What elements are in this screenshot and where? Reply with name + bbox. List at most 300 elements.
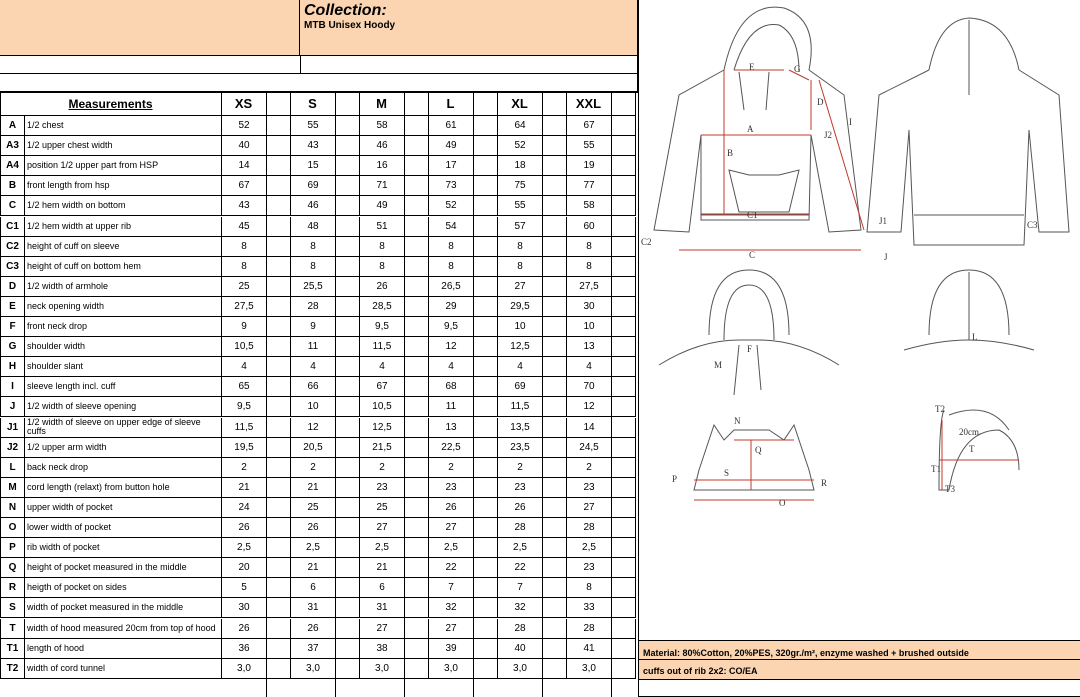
blank-cell: [611, 337, 636, 357]
row-label: height of cuff on sleeve: [25, 237, 222, 257]
blank-cell: [473, 578, 498, 598]
blank-cell: [542, 518, 567, 538]
cell-value: 2,5: [291, 538, 335, 558]
blank-cell: [266, 136, 291, 156]
blank-cell: [542, 619, 567, 639]
cell-value: 77: [567, 176, 611, 196]
row-label: width of hood measured 20cm from top of hood: [25, 619, 222, 639]
blank-row-2: [0, 74, 638, 92]
row-code: A: [0, 116, 25, 136]
cell-value: 21,5: [360, 438, 404, 458]
row-label: 1/2 width of sleeve on upper edge of sleeve cuffs: [25, 418, 222, 438]
size-header-s: S: [291, 92, 360, 116]
cuffs-text: cuffs out of rib 2x2: CO/EA: [643, 666, 758, 676]
blank-cell: [542, 257, 567, 277]
cell-value: 22: [429, 558, 473, 578]
blank-cell: [473, 176, 498, 196]
cell-value: 8: [567, 578, 611, 598]
blank-cell: [404, 176, 429, 196]
cell-value: 61: [429, 116, 473, 136]
blank-cell: [542, 217, 567, 237]
cell-value: 70: [567, 377, 611, 397]
diag-label-T1: T1: [931, 464, 941, 474]
cell-value: 21: [222, 478, 266, 498]
blank-cell: [404, 478, 429, 498]
cell-value: 2,5: [360, 538, 404, 558]
cell-value: 32: [429, 598, 473, 618]
blank-cell: [266, 598, 291, 618]
blank-cell: [335, 639, 360, 659]
cell-value: 40: [498, 639, 542, 659]
cell-value: 25: [291, 498, 335, 518]
blank-cell: [335, 237, 360, 257]
row-code: N: [0, 498, 25, 518]
cell-value: 28: [498, 518, 542, 538]
cell-value: 26: [291, 619, 335, 639]
blank-cell: [473, 237, 498, 257]
blank-cell: [542, 237, 567, 257]
cell-value: 27: [429, 518, 473, 538]
cell-value: 28,5: [360, 297, 404, 317]
cell-value: 2,5: [567, 538, 611, 558]
row-label: cord length (relaxt) from button hole: [25, 478, 222, 498]
diag-label-T3: T3: [945, 484, 955, 494]
cell-value: 28: [567, 619, 611, 639]
blank-cell: [404, 377, 429, 397]
cell-value: 58: [567, 196, 611, 216]
blank-cell: [404, 518, 429, 538]
blank-cell: [542, 639, 567, 659]
diag-label-J2: J2: [824, 130, 833, 140]
cell-value: 46: [291, 196, 335, 216]
diag-label-J: J: [884, 252, 888, 262]
blank-cell: [266, 196, 291, 216]
blank-cell: [404, 458, 429, 478]
blank-cell: [266, 217, 291, 237]
blank-cell: [473, 257, 498, 277]
blank-cell: [404, 357, 429, 377]
diag-label-O: O: [779, 498, 786, 508]
cell-value: 29: [429, 297, 473, 317]
cell-value: 7: [429, 578, 473, 598]
blank-cell: [611, 458, 636, 478]
row-code: C2: [0, 237, 25, 257]
cell-value: 20: [222, 558, 266, 578]
table-left-border: [0, 92, 1, 116]
blank-cell: [611, 257, 636, 277]
diag-label-N: N: [734, 416, 741, 426]
blank-cell: [542, 176, 567, 196]
cell-value: 26: [429, 498, 473, 518]
cell-value: 10: [567, 317, 611, 337]
cell-value: 3,0: [222, 659, 266, 679]
row-code: A3: [0, 136, 25, 156]
blank-cell: [473, 659, 498, 679]
table-top-border: [0, 92, 638, 93]
blank-cell: [542, 377, 567, 397]
blank-cell: [404, 397, 429, 417]
blank-cell: [266, 377, 291, 397]
blank-cell: [542, 156, 567, 176]
blank-cell: [473, 598, 498, 618]
blank-cell: [611, 478, 636, 498]
measurements-header: Measurements: [0, 92, 222, 116]
cell-value: 23: [567, 478, 611, 498]
blank-cell: [266, 156, 291, 176]
cell-value: 8: [222, 257, 266, 277]
blank-cell: [404, 598, 429, 618]
cell-value: 11,5: [498, 397, 542, 417]
cell-value: 26: [222, 619, 266, 639]
blank-cell: [335, 217, 360, 237]
cell-value: 9,5: [360, 317, 404, 337]
cell-value: 20,5: [291, 438, 335, 458]
cell-value: 26: [222, 518, 266, 538]
blank-cell: [404, 538, 429, 558]
cell-value: 12: [429, 337, 473, 357]
row-label: 1/2 upper chest width: [25, 136, 222, 156]
blank-cell: [335, 518, 360, 538]
cell-value: 2,5: [429, 538, 473, 558]
blank-cell: [266, 337, 291, 357]
diag-label-C2: C2: [641, 237, 652, 247]
diagram-panel: [638, 0, 1080, 640]
row-label: shoulder width: [25, 337, 222, 357]
material-info-cell: [638, 640, 1080, 660]
cell-value: 29,5: [498, 297, 542, 317]
blank-cell: [404, 438, 429, 458]
blank-cell: [404, 337, 429, 357]
blank-cell: [266, 518, 291, 538]
cell-value: 4: [567, 357, 611, 377]
diag-label-20cm: 20cm: [959, 427, 979, 437]
blank-cell: [266, 418, 291, 438]
cell-value: 23: [360, 478, 404, 498]
blank-cell: [542, 438, 567, 458]
blank-cell: [473, 438, 498, 458]
cell-value: 4: [360, 357, 404, 377]
diag-label-E: E: [749, 62, 755, 72]
blank-cell: [473, 478, 498, 498]
blank-cell: [542, 317, 567, 337]
cell-value: 38: [360, 639, 404, 659]
cell-value: 14: [222, 156, 266, 176]
cell-value: 54: [429, 217, 473, 237]
blank-cell: [335, 538, 360, 558]
cell-value: 43: [291, 136, 335, 156]
row-label: sleeve length incl. cuff: [25, 377, 222, 397]
cell-value: 19,5: [222, 438, 266, 458]
row-code: I: [0, 377, 25, 397]
blank-cell: [404, 619, 429, 639]
diag-label-L: L: [972, 332, 978, 342]
cell-value: 43: [222, 196, 266, 216]
blank-cell: [404, 217, 429, 237]
size-header-xxl: XXL: [567, 92, 636, 116]
blank-cell: [266, 317, 291, 337]
blank-cell: [335, 116, 360, 136]
row-label: height of cuff on bottom hem: [25, 257, 222, 277]
cell-value: 25: [360, 498, 404, 518]
row-label: 1/2 width of sleeve opening: [25, 397, 222, 417]
row-label: width of cord tunnel: [25, 659, 222, 679]
blank-cell: [611, 176, 636, 196]
blank-cell: [335, 297, 360, 317]
cell-value: 37: [291, 639, 335, 659]
cell-value: 3,0: [498, 659, 542, 679]
cell-value: 11,5: [360, 337, 404, 357]
blank-cell: [473, 217, 498, 237]
blank-cell: [404, 116, 429, 136]
diag-label-A: A: [747, 124, 754, 134]
row-code: J2: [0, 438, 25, 458]
diag-label-J1: J1: [879, 216, 888, 226]
blank-cell: [335, 438, 360, 458]
cell-value: 3,0: [360, 659, 404, 679]
blank-cell: [266, 397, 291, 417]
cell-value: 2: [360, 458, 404, 478]
cell-value: 21: [291, 478, 335, 498]
cell-value: 12: [567, 397, 611, 417]
cell-value: 52: [429, 196, 473, 216]
blank-cell: [473, 498, 498, 518]
blank-cell: [611, 598, 636, 618]
diag-label-G: G: [794, 64, 801, 74]
cell-value: 22: [498, 558, 542, 578]
cell-value: 75: [498, 176, 542, 196]
cell-value: 33: [567, 598, 611, 618]
blank-cell: [335, 277, 360, 297]
product-name: MTB Unisex Hoody: [304, 20, 396, 31]
row-label: 1/2 hem width on bottom: [25, 196, 222, 216]
blank-cell: [473, 377, 498, 397]
cell-value: 8: [498, 257, 542, 277]
cell-value: 26: [291, 518, 335, 538]
blank-cell: [335, 176, 360, 196]
cell-value: 8: [222, 237, 266, 257]
cell-value: 27,5: [567, 277, 611, 297]
blank-cell: [473, 357, 498, 377]
blank-cell: [611, 438, 636, 458]
cell-value: 12,5: [360, 418, 404, 438]
cell-value: 28: [498, 619, 542, 639]
blank-cell: [404, 498, 429, 518]
cell-value: 23,5: [498, 438, 542, 458]
diag-label-T: T: [969, 444, 975, 454]
blank-cell: [542, 116, 567, 136]
row-code: G: [0, 337, 25, 357]
cell-value: 23: [429, 478, 473, 498]
cell-value: 4: [498, 357, 542, 377]
blank-cell: [611, 397, 636, 417]
row-code: L: [0, 458, 25, 478]
cell-value: 49: [360, 196, 404, 216]
blank-cell: [335, 478, 360, 498]
blank-cell: [404, 237, 429, 257]
cell-value: 40: [222, 136, 266, 156]
cell-value: 55: [498, 196, 542, 216]
cell-value: 25: [222, 277, 266, 297]
cell-value: 16: [360, 156, 404, 176]
blank-cell: [335, 619, 360, 639]
cell-value: 31: [360, 598, 404, 618]
blank-cell: [473, 317, 498, 337]
blank-cell: [335, 397, 360, 417]
blank-cell: [611, 418, 636, 438]
blank-cell: [266, 619, 291, 639]
blank-cell: [473, 116, 498, 136]
blank-cell: [404, 317, 429, 337]
cell-value: 46: [360, 136, 404, 156]
diag-label-C: C: [749, 250, 756, 260]
blank-cell: [266, 558, 291, 578]
blank-cell: [404, 639, 429, 659]
cell-value: 2,5: [498, 538, 542, 558]
cell-value: 67: [222, 176, 266, 196]
cell-value: 9: [222, 317, 266, 337]
cell-value: 67: [567, 116, 611, 136]
cell-value: 55: [291, 116, 335, 136]
diag-label-C1: C1: [747, 210, 758, 220]
cell-value: 52: [222, 116, 266, 136]
cell-value: 27: [360, 619, 404, 639]
cell-value: 11: [429, 397, 473, 417]
header-collection-cell: [300, 0, 638, 56]
blank-cell: [266, 116, 291, 136]
row-label: 1/2 upper arm width: [25, 438, 222, 458]
hood-back-sketch: [904, 270, 1034, 350]
cell-value: 4: [222, 357, 266, 377]
blank-cell: [542, 659, 567, 679]
cell-value: 58: [360, 116, 404, 136]
row-code: B: [0, 176, 25, 196]
blank-cell: [404, 196, 429, 216]
row-code: T: [0, 619, 25, 639]
blank-cell: [473, 156, 498, 176]
cell-value: 25,5: [291, 277, 335, 297]
blank-cell: [266, 297, 291, 317]
row-label: upper width of pocket: [25, 498, 222, 518]
cell-value: 19: [567, 156, 611, 176]
blank-cell: [611, 317, 636, 337]
blank-cell: [473, 337, 498, 357]
blank-cell: [611, 136, 636, 156]
blank-cell: [266, 659, 291, 679]
row-code: C: [0, 196, 25, 216]
blank-cell: [611, 639, 636, 659]
diag-label-S: S: [724, 468, 730, 478]
blank-cell: [542, 196, 567, 216]
cell-value: 65: [222, 377, 266, 397]
cell-value: 15: [291, 156, 335, 176]
row-label: front neck drop: [25, 317, 222, 337]
diag-label-B: B: [727, 148, 734, 158]
cell-value: 18: [498, 156, 542, 176]
diag-label-R: R: [821, 478, 828, 488]
blank-cell: [611, 217, 636, 237]
row-code: C1: [0, 217, 25, 237]
diag-label-Q: Q: [755, 445, 762, 455]
cell-value: 8: [291, 257, 335, 277]
row-label: length of hood: [25, 639, 222, 659]
row-label: heigth of pocket on sides: [25, 578, 222, 598]
row-code: R: [0, 578, 25, 598]
blank-cell: [473, 418, 498, 438]
row-label: neck opening width: [25, 297, 222, 317]
cell-value: 69: [498, 377, 542, 397]
blank-cell: [266, 498, 291, 518]
cell-value: 2: [291, 458, 335, 478]
blank-cell: [473, 196, 498, 216]
blank-cell: [266, 277, 291, 297]
row-code: H: [0, 357, 25, 377]
diag-label-T2: T2: [935, 404, 945, 414]
blank-cell: [266, 176, 291, 196]
diag-label-D: D: [817, 97, 824, 107]
blank-cell: [473, 518, 498, 538]
cell-value: 27: [567, 498, 611, 518]
cell-value: 11: [291, 337, 335, 357]
cell-value: 49: [429, 136, 473, 156]
cell-value: 39: [429, 639, 473, 659]
cell-value: 8: [291, 237, 335, 257]
blank-cell: [611, 377, 636, 397]
cell-value: 24,5: [567, 438, 611, 458]
cell-value: 41: [567, 639, 611, 659]
cell-value: 17: [429, 156, 473, 176]
cell-value: 4: [429, 357, 473, 377]
cell-value: 8: [498, 237, 542, 257]
diag-label-P: P: [672, 474, 678, 484]
blank-cell: [611, 277, 636, 297]
row-label: 1/2 hem width at upper rib: [25, 217, 222, 237]
blank-cell: [542, 598, 567, 618]
blank-cell: [473, 558, 498, 578]
row-label: width of pocket measured in the middle: [25, 598, 222, 618]
blank-cell: [473, 397, 498, 417]
cell-value: 10,5: [360, 397, 404, 417]
cell-value: 8: [429, 237, 473, 257]
blank-cell: [611, 558, 636, 578]
cell-value: 6: [360, 578, 404, 598]
cell-value: 9,5: [429, 317, 473, 337]
blank-cell: [335, 257, 360, 277]
row-code: A4: [0, 156, 25, 176]
size-header-xs: XS: [222, 92, 291, 116]
cell-value: 21: [360, 558, 404, 578]
blank-cell: [611, 498, 636, 518]
blank-cell: [404, 136, 429, 156]
cell-value: 55: [567, 136, 611, 156]
row-code: E: [0, 297, 25, 317]
blank-cell: [266, 438, 291, 458]
cell-value: 9,5: [222, 397, 266, 417]
cell-value: 8: [567, 257, 611, 277]
blank-cell: [611, 578, 636, 598]
cell-value: 2: [567, 458, 611, 478]
cell-value: 11,5: [222, 418, 266, 438]
blank-cell: [611, 116, 636, 136]
cell-value: 8: [360, 257, 404, 277]
cell-value: 32: [498, 598, 542, 618]
row-code: J: [0, 397, 25, 417]
cell-value: 36: [222, 639, 266, 659]
blank-cell: [266, 538, 291, 558]
row-label: height of pocket measured in the middle: [25, 558, 222, 578]
blank-cell: [473, 297, 498, 317]
cell-value: 6: [291, 578, 335, 598]
cell-value: 26: [360, 277, 404, 297]
